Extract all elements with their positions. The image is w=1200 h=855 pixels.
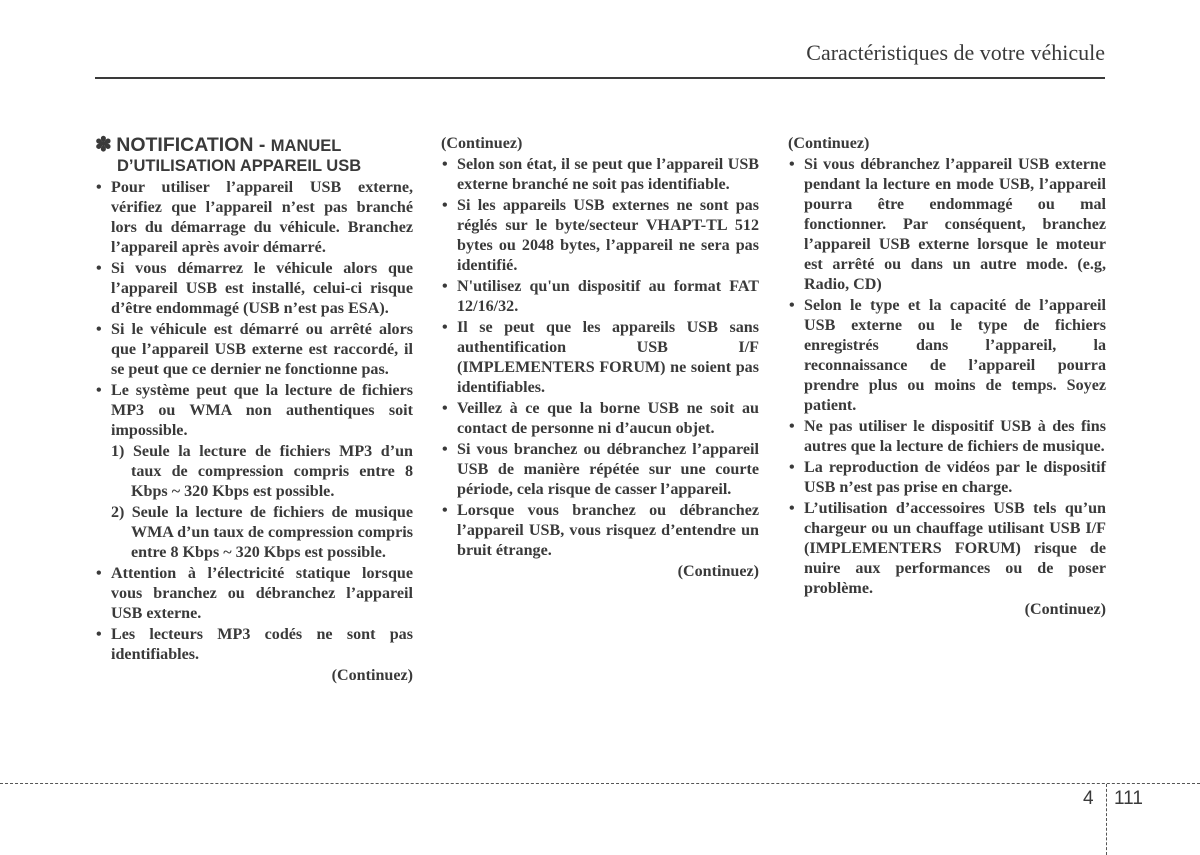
page-number: 111: [1114, 788, 1143, 809]
chapter-number: 4: [1083, 788, 1094, 809]
list-item: • Selon son état, il se peut que l’appareil USB externe branché ne soit pas identifiable.: [441, 155, 759, 195]
list-item: • Il se peut que les appareils USB sans authentification USB I/F (IMPLEMENTERS FORUM) ne soient pas identifiables.: [441, 318, 759, 398]
sub-list-item: 1) Seule la lecture de fichiers MP3 d’un taux de compression compris entre 8 Kbps ~ 320 Kbps est possible.: [111, 443, 413, 500]
list-item: • Si les appareils USB externes ne sont pas réglés sur le byte/secteur VHAPT-TL 512 bytes ou 2048 bytes, l’appareil ne sera pas identifié.: [441, 196, 759, 276]
list-item: • Si le véhicule est démarré ou arrêté alors que l’appareil USB externe est raccordé, il se peut que ce dernier ne fonctionne pas.: [95, 320, 413, 380]
list-item: • N'utilisez qu'un dispositif au format FAT 12/16/32.: [441, 277, 759, 317]
page-header-title: Caractéristiques de votre véhicule: [806, 40, 1105, 65]
heading-main: NOTIFICATION -: [116, 134, 271, 156]
list-item: • Si vous branchez ou débranchez l’appareil USB de manière répétée sur une courte période, cela risque de casser l’appareil.: [441, 440, 759, 500]
sub-list-item: 2) Seule la lecture de fichiers de musique WMA d’un taux de compression compris entre 8 Kbps ~ 320 Kbps est possible.: [111, 504, 413, 561]
footer-divider: [0, 783, 1200, 784]
asterisk-icon: ✽: [95, 134, 112, 156]
list-item: • Si vous débranchez l’appareil USB externe pendant la lecture en mode USB, l’appareil pourra être endommagé ou mal fonctionner. Par conséquent, branchez l’appareil USB externe lorsque le moteur est arrêté ou dans un autre mode. (e.g, Radio, CD): [788, 155, 1106, 295]
list-item: • Si vous démarrez le véhicule alors que l’appareil USB est installé, celui-ci risque d’être endommagé (USB n’est pas ESA).: [95, 259, 413, 319]
header-rule: [95, 77, 1105, 79]
page-number-divider: [1106, 784, 1107, 855]
continue-label: (Continuez): [1024, 601, 1106, 618]
list-item: • Veillez à ce que la borne USB ne soit au contact de personne ni d’aucun objet.: [441, 399, 759, 439]
continued-label: (Continuez): [788, 135, 870, 152]
continue-label: (Continuez): [331, 667, 413, 684]
list-item: • Ne pas utiliser le dispositif USB à des fins autres que la lecture de fichiers de musique.: [788, 417, 1106, 457]
column-1: [95, 134, 413, 686]
list-item: • Les lecteurs MP3 codés ne sont pas identifiables.: [95, 625, 413, 665]
list-item: • Attention à l’électricité statique lorsque vous branchez ou débranchez l’appareil USB externe.: [95, 564, 413, 624]
list-item: • L’utilisation d’accessoires USB tels qu’un chargeur ou un chauffage utilisant USB I/F (IMPLEMENTERS FORUM) risque de nuire aux performances ou de poser problème.: [788, 499, 1106, 599]
column-2: [441, 134, 759, 582]
list-item: • Selon le type et la capacité de l’appareil USB externe ou le type de fichiers enregistrés dans l’appareil, la reconnaissance de l’appareil pourra prendre plus ou moins de temps. Soyez patient.: [788, 296, 1106, 416]
list-item: • Pour utiliser l’appareil USB externe, vérifiez que l’appareil n’est pas branché lors du démarrage du véhicule. Branchez l’appareil après avoir démarré.: [95, 178, 413, 258]
heading-sub-2: D’UTILISATION APPAREIL USB: [117, 157, 362, 175]
notification-heading: [95, 134, 413, 176]
continued-label: (Continuez): [441, 135, 523, 152]
column-3: [788, 134, 1106, 620]
heading-sub-1: MANUEL: [270, 137, 342, 155]
list-item: • La reproduction de vidéos par le dispositif USB n’est pas prise en charge.: [788, 458, 1106, 498]
list-item: • Le système peut que la lecture de fichiers MP3 ou WMA non authentiques soit impossible.: [95, 381, 413, 441]
list-item: • Lorsque vous branchez ou débranchez l’appareil USB, vous risquez d’entendre un bruit étrange.: [441, 501, 759, 561]
continue-label: (Continuez): [677, 563, 759, 580]
